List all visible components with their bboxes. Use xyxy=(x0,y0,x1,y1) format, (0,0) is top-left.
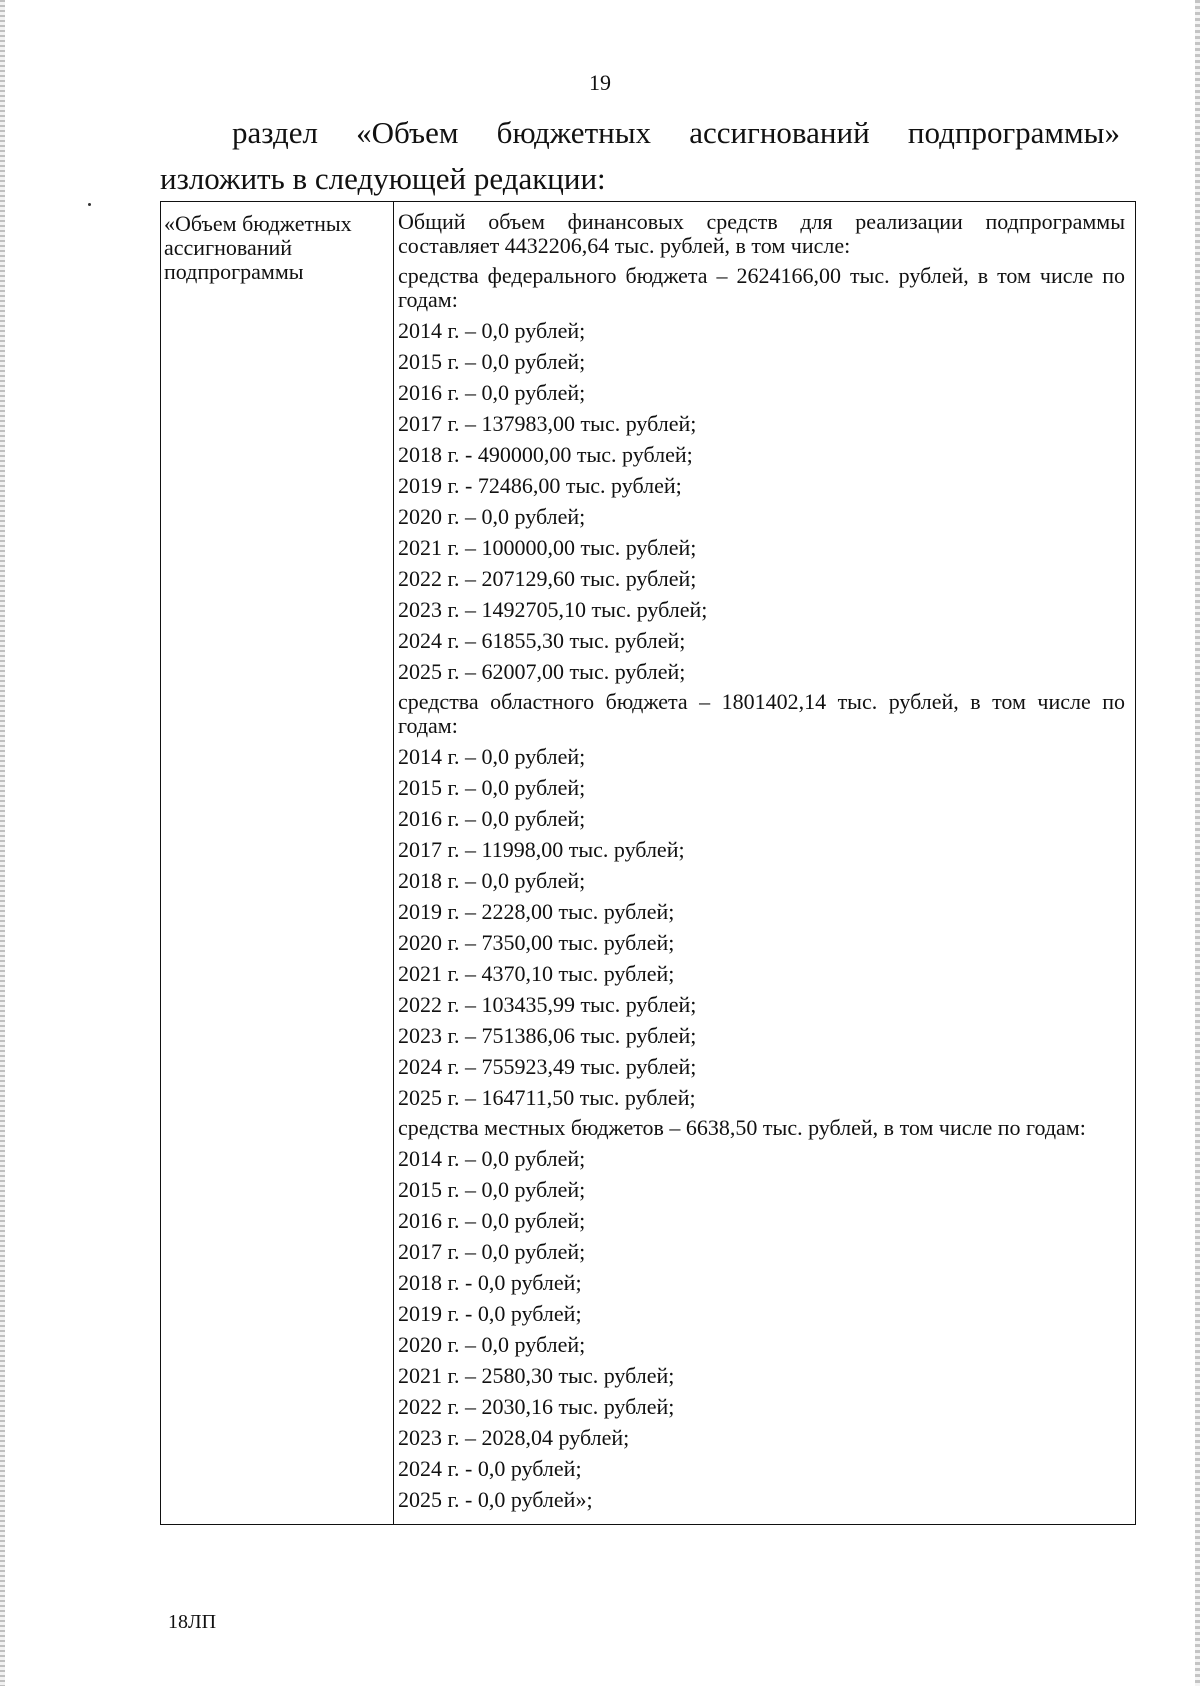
federal-year-item: 2024 г. – 61855,30 тыс. рублей; xyxy=(398,628,686,653)
local-budget-heading: средства местных бюджетов – 6638,50 тыс. рублей, в том числе по годам: xyxy=(398,1115,1086,1140)
regional-year-item: 2023 г. – 751386,06 тыс. рублей; xyxy=(398,1023,697,1048)
federal-year-item: 2023 г. – 1492705,10 тыс. рублей; xyxy=(398,597,708,622)
federal-year-item: 2017 г. – 137983,00 тыс. рублей; xyxy=(398,411,697,436)
local-year-item: 2016 г. – 0,0 рублей; xyxy=(398,1208,586,1233)
federal-year-item: 2015 г. – 0,0 рублей; xyxy=(398,349,586,374)
table-row xyxy=(161,202,1136,1525)
local-year-item: 2017 г. – 0,0 рублей; xyxy=(398,1239,586,1264)
local-year-item: 2015 г. – 0,0 рублей; xyxy=(398,1177,586,1202)
regional-year-item: 2019 г. – 2228,00 тыс. рублей; xyxy=(398,899,675,924)
federal-year-item: 2022 г. – 207129,60 тыс. рублей; xyxy=(398,566,697,591)
federal-budget-heading: средства федерального бюджета – 2624166,00 тыс. рублей, в том числе по годам: xyxy=(398,263,1125,312)
footer-code: 18ЛП xyxy=(168,1611,217,1633)
regional-year-item: 2022 г. – 103435,99 тыс. рублей; xyxy=(398,992,697,1017)
page-number: 19 xyxy=(589,70,611,95)
local-year-item: 2021 г. – 2580,30 тыс. рублей; xyxy=(398,1363,675,1388)
budget-table xyxy=(160,201,1136,1525)
row-label-cell: «Объем бюджетных ассигнований подпрограммы xyxy=(161,202,394,1525)
local-year-item: 2020 г. – 0,0 рублей; xyxy=(398,1332,586,1357)
local-year-item: 2022 г. – 2030,16 тыс. рублей; xyxy=(398,1394,675,1419)
regional-year-item: 2014 г. – 0,0 рублей; xyxy=(398,744,586,769)
regional-year-item: 2020 г. – 7350,00 тыс. рублей; xyxy=(398,930,675,955)
federal-year-item: 2020 г. – 0,0 рублей; xyxy=(398,504,586,529)
local-year-item: 2025 г. - 0,0 рублей»; xyxy=(398,1487,593,1512)
regional-year-item: 2018 г. – 0,0 рублей; xyxy=(398,868,586,893)
regional-year-item: 2017 г. – 11998,00 тыс. рублей; xyxy=(398,837,685,862)
federal-year-item: 2021 г. – 100000,00 тыс. рублей; xyxy=(398,535,697,560)
local-year-item: 2018 г. - 0,0 рублей; xyxy=(398,1270,582,1295)
local-year-item: 2023 г. – 2028,04 рублей; xyxy=(398,1425,630,1450)
total-volume-text: Общий объем финансовых средств для реализации подпрограммы составляет 4432206,64 тыс. рублей, в том числе: xyxy=(398,209,1125,258)
regional-year-item: 2015 г. – 0,0 рублей; xyxy=(398,775,586,800)
regional-years-list xyxy=(398,744,1125,1116)
scan-speck xyxy=(88,203,91,206)
scan-edge-right xyxy=(1195,0,1200,1686)
federal-year-item: 2025 г. – 62007,00 тыс. рублей; xyxy=(398,659,686,684)
federal-year-item: 2016 г. – 0,0 рублей; xyxy=(398,380,586,405)
local-year-item: 2024 г. - 0,0 рублей; xyxy=(398,1456,582,1481)
federal-year-item: 2019 г. - 72486,00 тыс. рублей; xyxy=(398,473,682,498)
row-content-cell xyxy=(394,202,1136,1525)
regional-year-item: 2021 г. – 4370,10 тыс. рублей; xyxy=(398,961,675,986)
regional-year-item: 2016 г. – 0,0 рублей; xyxy=(398,806,586,831)
regional-year-item: 2025 г. – 164711,50 тыс. рублей; xyxy=(398,1085,696,1110)
federal-years-list xyxy=(398,318,1125,690)
intro-paragraph: раздел «Объем бюджетных ассигнований подпрограммы» изложить в следующей редакции: xyxy=(160,115,1120,196)
scan-edge-left xyxy=(0,0,5,1686)
regional-budget-heading: средства областного бюджета – 1801402,14 тыс. рублей, в том числе по годам: xyxy=(398,689,1125,738)
federal-year-item: 2014 г. – 0,0 рублей; xyxy=(398,318,586,343)
local-years-list xyxy=(398,1146,1125,1518)
local-year-item: 2019 г. - 0,0 рублей; xyxy=(398,1301,582,1326)
regional-year-item: 2024 г. – 755923,49 тыс. рублей; xyxy=(398,1054,697,1079)
federal-year-item: 2018 г. - 490000,00 тыс. рублей; xyxy=(398,442,693,467)
local-year-item: 2014 г. – 0,0 рублей; xyxy=(398,1146,586,1171)
